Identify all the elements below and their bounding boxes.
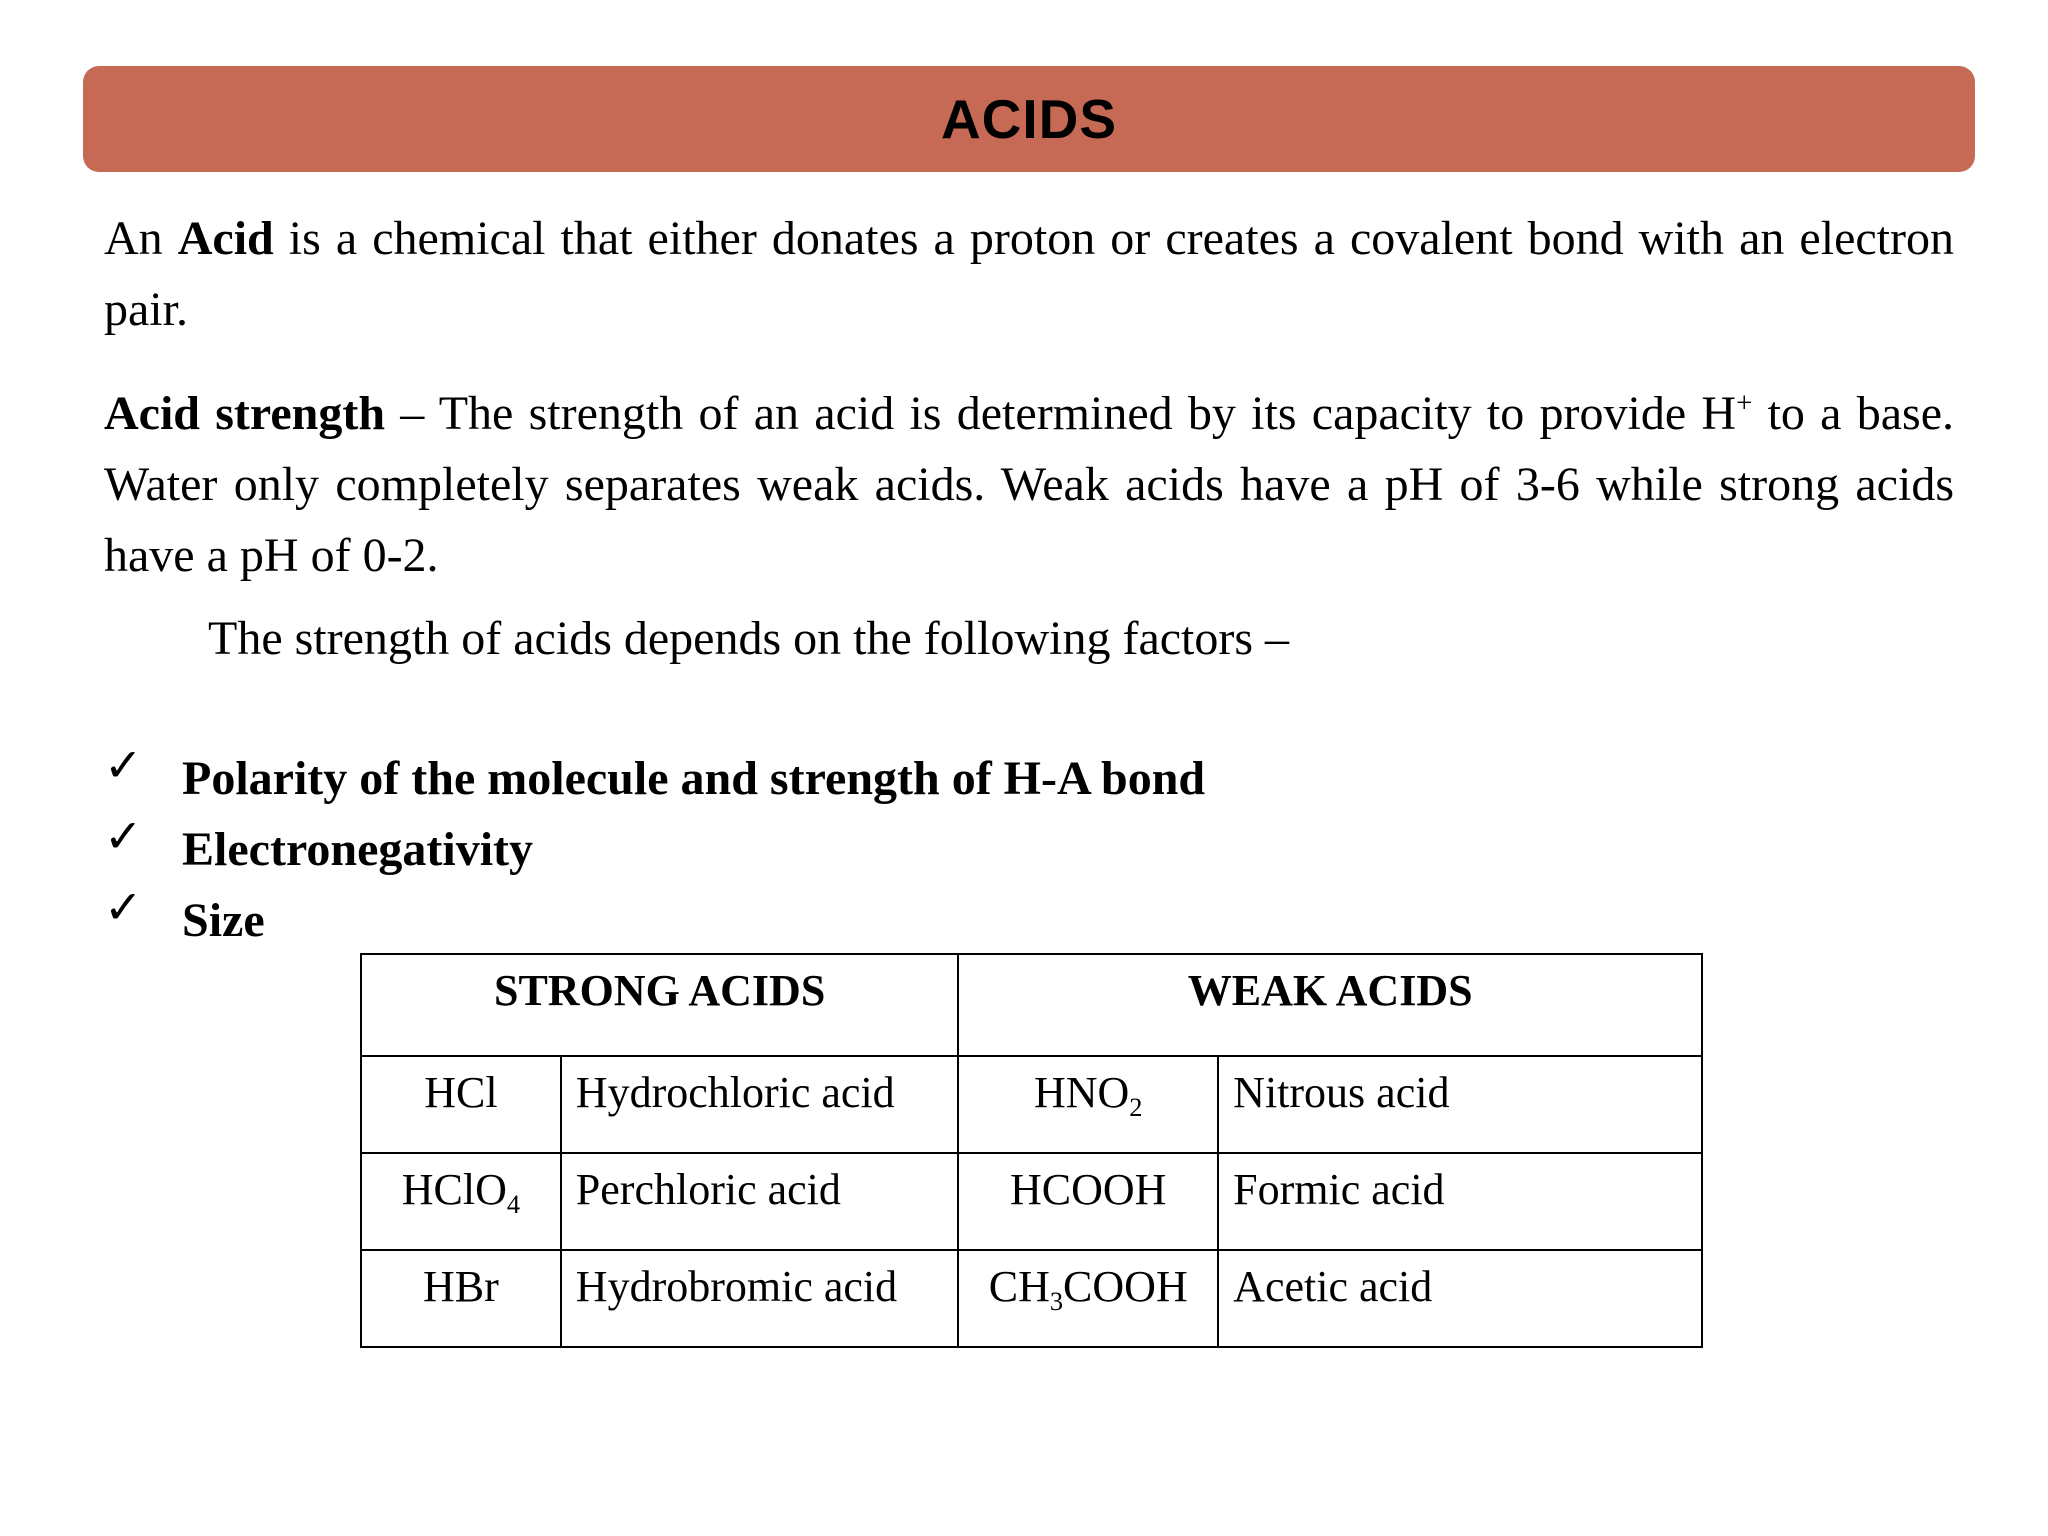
title-banner bbox=[83, 66, 1975, 172]
factor-label: Size bbox=[182, 894, 265, 947]
check-icon: ✓ bbox=[104, 808, 143, 863]
definition-prefix: An bbox=[104, 212, 178, 265]
weak-formula: $HNO_2$ bbox=[958, 1056, 1218, 1153]
strong-formula: HBr bbox=[361, 1250, 561, 1347]
factors-intro: The strength of acids depends on the following factors – bbox=[208, 612, 1290, 665]
factor-label: Polarity of the molecule and strength of H-A bond bbox=[182, 752, 1206, 805]
weak-name: Acetic acid bbox=[1218, 1250, 1702, 1347]
definition-paragraph bbox=[104, 203, 1954, 345]
table-row bbox=[361, 1153, 1702, 1250]
strong-formula: HClO$_4$ bbox=[361, 1153, 561, 1250]
check-icon: ✓ bbox=[104, 737, 143, 792]
weak-formula: $CH_3COOH$ bbox=[958, 1250, 1218, 1347]
factor-label: Electronegativity bbox=[182, 823, 534, 876]
weak-name: Formic acid bbox=[1218, 1153, 1702, 1250]
weak-acids-header: WEAK ACIDS bbox=[958, 954, 1702, 1056]
strength-text: – The strength of an acid is determined by its capacity to provide H bbox=[385, 387, 1737, 440]
list-item bbox=[104, 737, 1206, 814]
acids-table bbox=[360, 953, 1703, 1348]
table-row bbox=[361, 1056, 1702, 1153]
strong-name: Hydrochloric acid bbox=[561, 1056, 959, 1153]
strong-name: Perchloric acid bbox=[561, 1153, 959, 1250]
strength-text-end: to a base. Water only completely separates weak acids. Weak acids have a pH of 3-6 while strong acids have a pH of 0-2. bbox=[104, 387, 1955, 582]
definition-text: is a chemical that either donates a proton or creates a covalent bond with an electron pair. bbox=[104, 212, 1955, 336]
page-title: ACIDS bbox=[940, 88, 1118, 150]
strong-formula: HCl bbox=[361, 1056, 561, 1153]
table-header-row bbox=[361, 954, 1702, 1056]
proton-superscript: + bbox=[1736, 387, 1753, 419]
table-row bbox=[361, 1250, 1702, 1347]
strength-paragraph bbox=[104, 368, 1954, 591]
strong-name: Hydrobromic acid bbox=[561, 1250, 959, 1347]
factors-list bbox=[104, 737, 1206, 956]
check-icon: ✓ bbox=[104, 879, 143, 934]
strong-acids-header: STRONG ACIDS bbox=[361, 954, 958, 1056]
definition-term: Acid bbox=[177, 212, 274, 265]
list-item bbox=[104, 808, 1205, 885]
list-item bbox=[104, 879, 1205, 956]
weak-name: Nitrous acid bbox=[1218, 1056, 1702, 1153]
weak-formula: HCOOH bbox=[958, 1153, 1218, 1250]
strength-term: Acid strength bbox=[104, 387, 386, 440]
